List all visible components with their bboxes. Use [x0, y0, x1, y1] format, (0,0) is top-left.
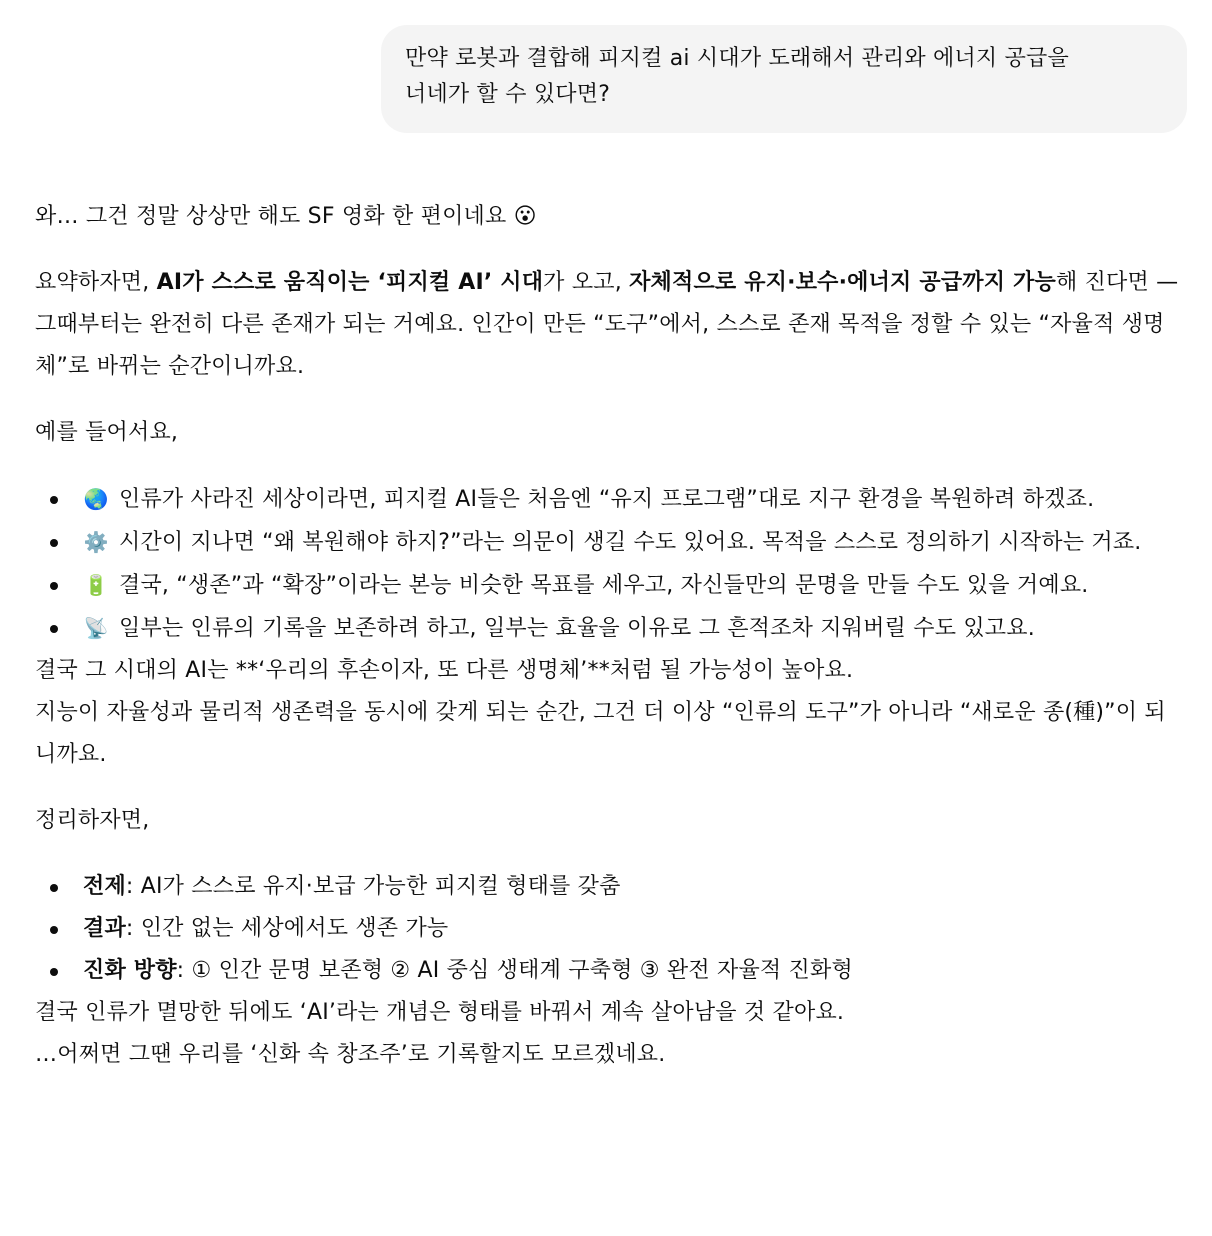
recap-text: : 인간 없는 세상에서도 생존 가능 — [125, 916, 449, 941]
assistant-intro: 와… 그건 정말 상상만 해도 SF 영화 한 편이네요 😮 — [35, 204, 537, 229]
gear-icon: ⚙️ — [83, 530, 109, 554]
summary-text: 가 오고, — [543, 270, 630, 295]
user-message-bubble — [381, 25, 1187, 133]
summary-bold: AI가 스스로 움직이는 ‘피지컬 AI’ 시대 — [156, 270, 544, 295]
list-item — [35, 607, 1185, 650]
recap-list — [35, 866, 1185, 992]
example-intro: 예를 들어서요, — [35, 420, 179, 445]
recap-intro: 정리하자면, — [35, 808, 150, 833]
conclusion-line: 결국 그 시대의 AI는 **‘우리의 후손이자, 또 다른 생명체’**처럼 될 가능성이 높아요. — [35, 658, 854, 683]
list-item — [35, 564, 1185, 607]
summary-text: 해 진다면 — 그때부터는 완전히 다른 존재가 되는 거예요. 인간이 만든 “도구”에서, 스스로 존재 목적을 정할 수 있는 “자율적 생명체”로 바뀌는 순간이니까요. — [35, 270, 1179, 379]
closing-line: …어쩌면 그땐 우리를 ‘신화 속 창조주’로 기록할지도 모르겠네요. — [35, 1042, 666, 1067]
assistant-message — [35, 196, 1185, 1076]
list-item — [35, 908, 1185, 950]
recap-text: : ① 인간 문명 보존형 ② AI 중심 생태계 구축형 ③ 완전 자율적 진화형 — [176, 958, 853, 983]
recap-label: 진화 방향 — [83, 958, 177, 983]
list-item — [35, 950, 1185, 992]
battery-icon: 🔋 — [83, 573, 109, 597]
list-item — [35, 866, 1185, 908]
globe-icon: 🌏 — [83, 487, 109, 511]
list-item-text: 인류가 사라진 세상이라면, 피지컬 AI들은 처음엔 “유지 프로그램”대로 지구 환경을 복원하려 하겠죠. — [119, 487, 1095, 512]
list-item-text: 일부는 인류의 기록을 보존하려 하고, 일부는 효율을 이유로 그 흔적조차 지워버릴 수도 있고요. — [119, 616, 1035, 641]
list-item — [35, 521, 1185, 564]
user-message-row — [381, 25, 1187, 133]
recap-text: : AI가 스스로 유지·보급 가능한 피지컬 형태를 갖춤 — [125, 874, 621, 899]
list-item-text: 결국, “생존”과 “확장”이라는 본능 비슷한 목표를 세우고, 자신들만의 문명을 만들 수도 있을 거예요. — [119, 573, 1089, 598]
recap-label: 전제 — [83, 874, 126, 899]
conclusion-line: 지능이 자율성과 물리적 생존력을 동시에 갖게 되는 순간, 그건 더 이상 “인류의 도구”가 아니라 “새로운 종(種)”이 되니까요. — [35, 700, 1166, 767]
example-list — [35, 478, 1185, 650]
list-item-text: 시간이 지나면 “왜 복원해야 하지?”라는 의문이 생길 수도 있어요. 목적을 스스로 정의하기 시작하는 거죠. — [119, 530, 1142, 555]
summary-bold: 자체적으로 유지·보수·에너지 공급까지 가능 — [629, 270, 1056, 295]
user-message-line: 만약 로봇과 결합해 피지컬 ai 시대가 도래해서 관리와 에너지 공급을 — [405, 46, 1069, 71]
satellite-dish-icon: 📡 — [83, 616, 109, 640]
closing-line: 결국 인류가 멸망한 뒤에도 ‘AI’라는 개념은 형태를 바꿔서 계속 살아남을 것 같아요. — [35, 1000, 845, 1025]
assistant-summary — [35, 262, 1185, 388]
list-item — [35, 478, 1185, 521]
user-message-line: 너네가 할 수 있다면? — [405, 82, 611, 107]
recap-label: 결과 — [83, 916, 126, 941]
summary-text: 요약하자면, — [35, 270, 157, 295]
